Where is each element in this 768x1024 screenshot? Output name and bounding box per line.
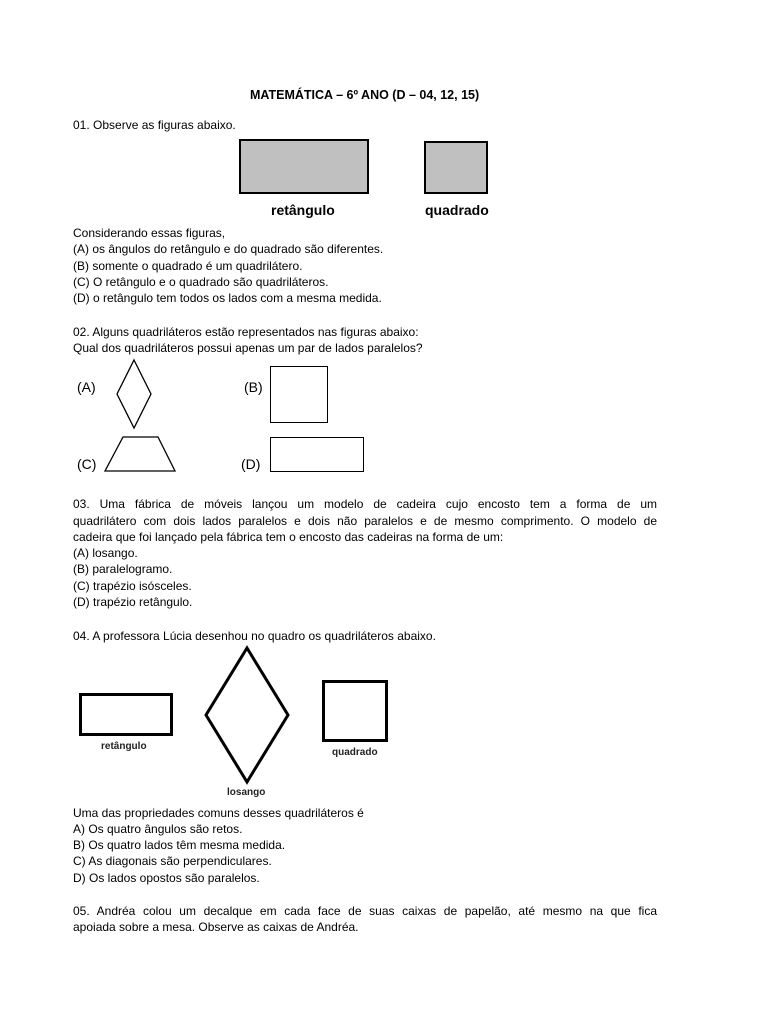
- q2-stem-line1: 02. Alguns quadriláteros estão representados nas figuras abaixo:: [73, 325, 419, 339]
- q2-label-d: (D): [241, 456, 261, 472]
- q4-label-rhombus: losango: [227, 787, 266, 798]
- q2-label-a: (A): [77, 379, 96, 395]
- q1-rectangle-figure: [239, 139, 369, 194]
- q4-rectangle-figure: [79, 693, 173, 736]
- q1-label-square: quadrado: [425, 202, 489, 218]
- q2-square-figure: [270, 366, 328, 423]
- q3-stem-line1: 03. Uma fábrica de móveis lançou um modelo de cadeira cujo encosto tem a forma de um: [73, 497, 657, 511]
- q1-label-rectangle: retângulo: [271, 202, 335, 218]
- q3-option-c: (C) trapézio isósceles.: [73, 579, 192, 593]
- q3-stem-line3: cadeira que foi lançado pela fábrica tem o encosto das cadeiras na forma de um:: [73, 530, 504, 544]
- q2-rhombus-figure: [114, 359, 154, 429]
- q1-option-c: (C) O retângulo e o quadrado são quadriláteros.: [73, 275, 329, 289]
- q4-option-a: A) Os quatro ângulos são retos.: [73, 822, 243, 836]
- q3-option-a: (A) losango.: [73, 546, 138, 560]
- q2-rectangle-figure: [270, 437, 364, 472]
- q3-stem-line2: quadrilátero com dois lados paralelos e dois não paralelos e de mesmo comprimento. O modelo de: [73, 514, 657, 528]
- q5-stem-line2: apoiada sobre a mesa. Observe as caixas de Andréa.: [73, 920, 359, 934]
- q1-square-figure: [424, 141, 488, 194]
- q4-square-figure: [322, 680, 388, 742]
- q4-lead: Uma das propriedades comuns desses quadriláteros é: [73, 806, 364, 820]
- q4-label-rectangle: retângulo: [101, 741, 147, 752]
- q4-option-d: D) Os lados opostos são paralelos.: [73, 871, 260, 885]
- q2-trapezoid-figure: [102, 436, 178, 472]
- q5-stem-line1: 05. Andréa colou um decalque em cada face de suas caixas de papelão, até mesmo na que fica: [73, 904, 657, 918]
- q1-option-b: (B) somente o quadrado é um quadrilátero.: [73, 259, 303, 273]
- q4-option-c: C) As diagonais são perpendiculares.: [73, 854, 272, 868]
- q3-option-d: (D) trapézio retângulo.: [73, 595, 193, 609]
- q4-option-b: B) Os quatro lados têm mesma medida.: [73, 838, 286, 852]
- q3-option-b: (B) paralelogramo.: [73, 562, 173, 576]
- q2-label-b: (B): [244, 379, 263, 395]
- q1-option-a: (A) os ângulos do retângulo e do quadrado são diferentes.: [73, 242, 384, 256]
- q4-rhombus-figure: [203, 646, 291, 784]
- q1-lead: Considerando essas figuras,: [73, 226, 226, 240]
- q1-stem: 01. Observe as figuras abaixo.: [73, 118, 236, 132]
- page-title: MATEMÁTICA – 6º ANO (D – 04, 12, 15): [250, 88, 480, 102]
- q1-option-d: (D) o retângulo tem todos os lados com a mesma medida.: [73, 291, 382, 305]
- q4-stem: 04. A professora Lúcia desenhou no quadro os quadriláteros abaixo.: [73, 629, 436, 643]
- q4-label-square: quadrado: [332, 747, 378, 758]
- q2-label-c: (C): [77, 456, 97, 472]
- q2-stem-line2: Qual dos quadriláteros possui apenas um par de lados paralelos?: [73, 341, 423, 355]
